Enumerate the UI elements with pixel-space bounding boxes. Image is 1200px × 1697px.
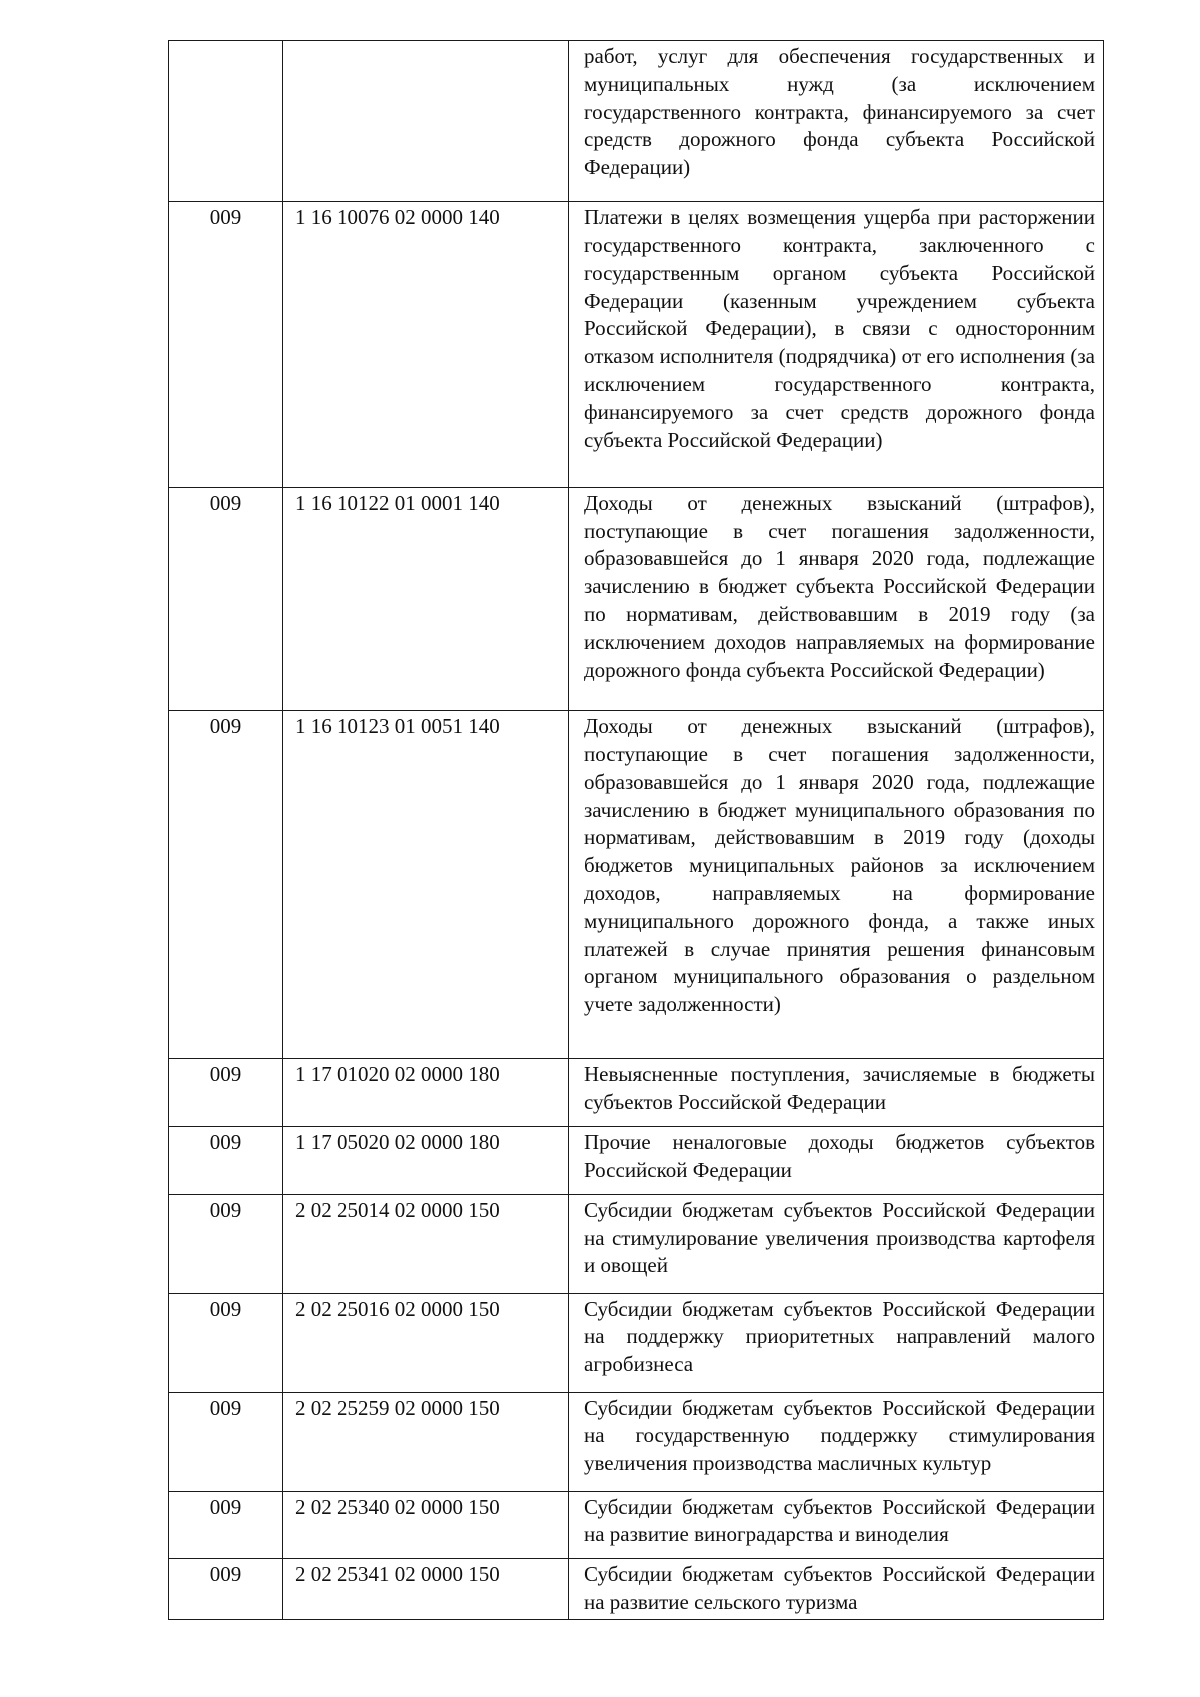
table-row	[169, 1126, 1104, 1194]
budget-code-cell: 1 16 10076 02 0000 140	[283, 202, 569, 488]
table-row	[169, 1059, 1104, 1127]
revenue-name-cell: Субсидии бюджетам субъектов Российской Федерации на государственную поддержку стимулирования увеличения производства масличных культур	[569, 1392, 1104, 1491]
revenue-name-cell: Прочие неналоговые доходы бюджетов субъектов Российской Федерации	[569, 1126, 1104, 1194]
admin-code-cell: 009	[169, 1293, 283, 1392]
revenue-name-cell: Субсидии бюджетам субъектов Российской Федерации на поддержку приоритетных направлений малого агробизнеса	[569, 1293, 1104, 1392]
revenue-name-cell: работ, услуг для обеспечения государственных и муниципальных нужд (за исключением государственного контракта, финансируемого за счет средств дорожного фонда субъекта Российской Федерации)	[569, 41, 1104, 202]
budget-code-cell: 1 17 01020 02 0000 180	[283, 1059, 569, 1127]
admin-code-cell	[169, 41, 283, 202]
revenue-name-cell: Доходы от денежных взысканий (штрафов), поступающие в счет погашения задолженности, образовавшейся до 1 января 2020 года, подлежащие зачислению в бюджет субъекта Российской Федерации по нормативам, действовавшим в 2019 году (за исключением доходов направляемых на формирование дорожного фонда субъекта Российской Федерации)	[569, 487, 1104, 710]
admin-code-cell: 009	[169, 487, 283, 710]
admin-code-cell: 009	[169, 1559, 283, 1620]
revenue-name-cell: Субсидии бюджетам субъектов Российской Федерации на развитие виноградарства и виноделия	[569, 1491, 1104, 1559]
revenue-name-cell: Невыясненные поступления, зачисляемые в бюджеты субъектов Российской Федерации	[569, 1059, 1104, 1127]
budget-code-cell: 2 02 25341 02 0000 150	[283, 1559, 569, 1620]
budget-code-cell: 2 02 25259 02 0000 150	[283, 1392, 569, 1491]
admin-code-cell: 009	[169, 1059, 283, 1127]
admin-code-cell: 009	[169, 1126, 283, 1194]
budget-code-cell: 1 17 05020 02 0000 180	[283, 1126, 569, 1194]
table-row	[169, 1293, 1104, 1392]
table-row	[169, 202, 1104, 488]
revenue-codes-table	[168, 40, 1104, 1620]
admin-code-cell: 009	[169, 1194, 283, 1293]
table-body	[169, 41, 1104, 1620]
budget-code-cell	[283, 41, 569, 202]
budget-code-cell: 2 02 25340 02 0000 150	[283, 1491, 569, 1559]
budget-code-cell: 1 16 10123 01 0051 140	[283, 711, 569, 1059]
revenue-name-cell: Субсидии бюджетам субъектов Российской Федерации на стимулирование увеличения производства картофеля и овощей	[569, 1194, 1104, 1293]
table-row	[169, 1392, 1104, 1491]
admin-code-cell: 009	[169, 202, 283, 488]
table-row	[169, 711, 1104, 1059]
budget-code-cell: 2 02 25016 02 0000 150	[283, 1293, 569, 1392]
admin-code-cell: 009	[169, 1392, 283, 1491]
admin-code-cell: 009	[169, 1491, 283, 1559]
budget-code-cell: 1 16 10122 01 0001 140	[283, 487, 569, 710]
admin-code-cell: 009	[169, 711, 283, 1059]
table-row	[169, 1559, 1104, 1620]
table-row	[169, 1491, 1104, 1559]
revenue-name-cell: Субсидии бюджетам субъектов Российской Федерации на развитие сельского туризма	[569, 1559, 1104, 1620]
budget-code-cell: 2 02 25014 02 0000 150	[283, 1194, 569, 1293]
revenue-name-cell: Платежи в целях возмещения ущерба при расторжении государственного контракта, заключенного с государственным органом субъекта Российской Федерации (казенным учреждением субъекта Российской Федерации), в связи с односторонним отказом исполнителя (подрядчика) от его исполнения (за исключением государственного контракта, финансируемого за счет средств дорожного фонда субъекта Российской Федерации)	[569, 202, 1104, 488]
table-row	[169, 1194, 1104, 1293]
revenue-name-cell: Доходы от денежных взысканий (штрафов), поступающие в счет погашения задолженности, образовавшейся до 1 января 2020 года, подлежащие зачислению в бюджет муниципального образования по нормативам, действовавшим в 2019 году (доходы бюджетов муниципальных районов за исключением доходов, направляемых на формирование муниципального дорожного фонда, а также иных платежей в случае принятия решения финансовым органом муниципального образования о раздельном учете задолженности)	[569, 711, 1104, 1059]
table-row	[169, 487, 1104, 710]
table-row	[169, 41, 1104, 202]
